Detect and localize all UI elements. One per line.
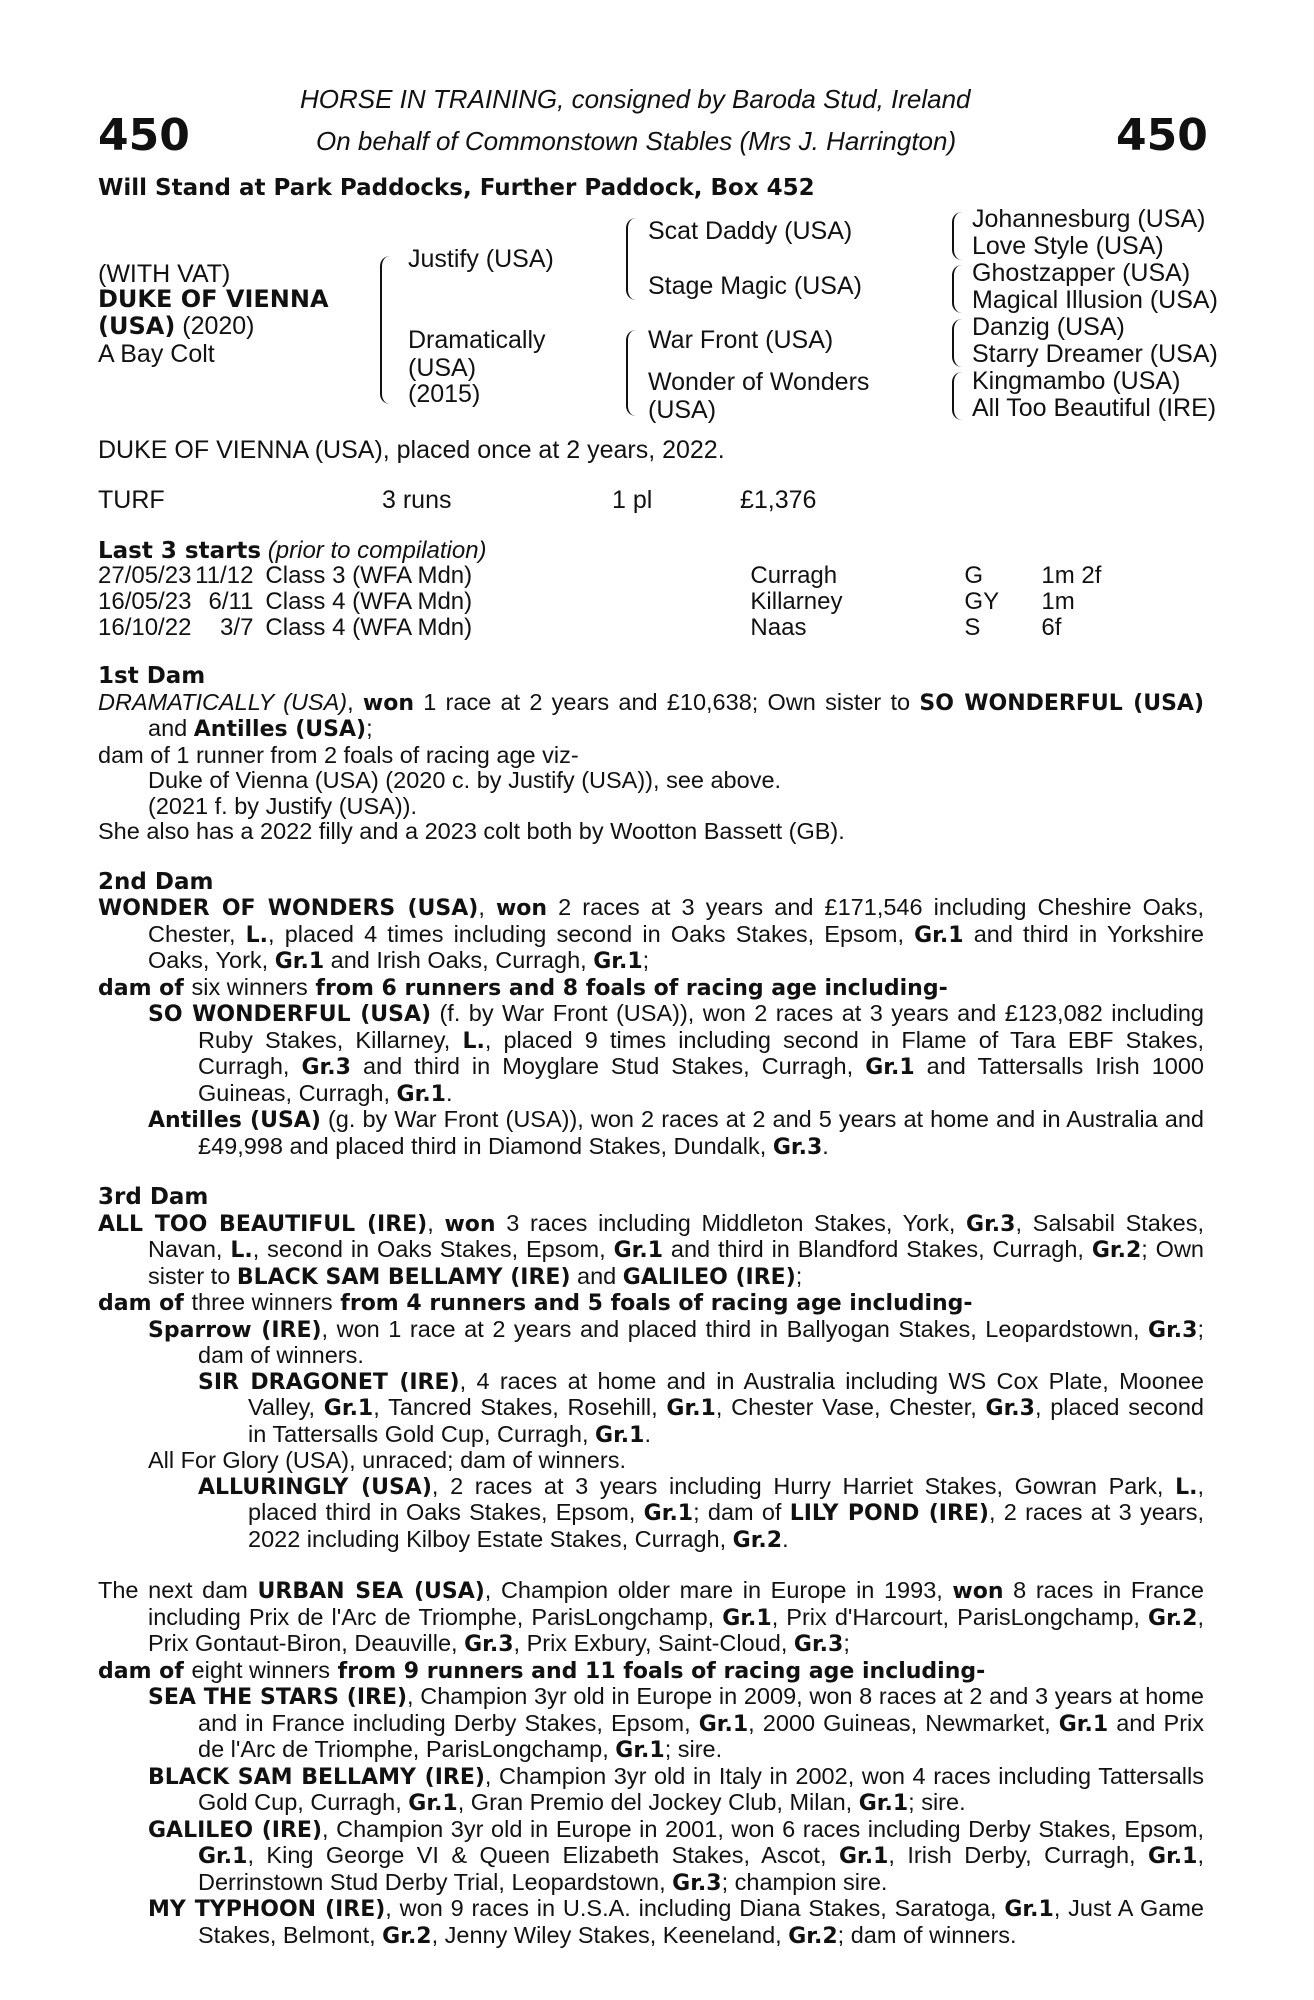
start-pos: 6/11 xyxy=(208,588,254,615)
start-course: Naas xyxy=(750,614,807,641)
text-segment: , 2 races at 3 years, 2022 including Kilboy Estate Stakes, Curragh, xyxy=(248,1499,1204,1552)
bold-segment: Gr.1 xyxy=(323,1396,374,1421)
text-segment: , 4 races at home and in Australia including WS Cox Plate, Moonee Valley, xyxy=(248,1367,1204,1420)
text-segment: , Gran Premio del Jockey Club, Milan, xyxy=(457,1789,859,1815)
last-starts-table xyxy=(98,563,1121,641)
text-segment: ; Own sister to xyxy=(148,1236,1204,1289)
bold-segment: Gr.1 xyxy=(865,1055,915,1080)
gen3-sds: Ghostzapper (USA) xyxy=(972,259,1191,287)
horse-name: DUKE OF VIENNA xyxy=(98,285,329,313)
text-segment: and third in Blandford Stakes, Curragh, xyxy=(663,1236,1092,1262)
text-segment: and third in Yorkshire Oaks, York, xyxy=(148,920,1204,973)
brace-gen3-2 xyxy=(952,265,962,313)
start-dist: 1m 2f xyxy=(1041,562,1102,589)
last-starts-heading xyxy=(98,537,487,565)
lot-number-right: 450 xyxy=(1116,110,1208,161)
text-segment: eight winners xyxy=(191,1656,330,1683)
third-dam-p5: All For Glory (USA), unraced; dam of winners. xyxy=(148,1447,626,1473)
gen3-ssd: Love Style (USA) xyxy=(972,232,1164,260)
bold-segment: dam of xyxy=(98,975,192,1001)
text-segment: and Irish Oaks, Curragh, xyxy=(324,947,594,973)
bold-segment: Gr.2 xyxy=(382,1923,432,1949)
text-segment: , Prix Exbury, Saint-Cloud, xyxy=(513,1630,794,1656)
bold-segment: GALILEO (IRE) xyxy=(622,1264,796,1290)
bold-segment: Antilles (USA) xyxy=(148,1108,321,1133)
text-segment: 1 race at 2 years and £10,638; Own sister to xyxy=(414,688,920,715)
bold-segment: Gr.3 xyxy=(793,1632,844,1657)
gen3-dss: Danzig (USA) xyxy=(972,313,1125,341)
record-earnings: £1,376 xyxy=(740,486,817,514)
bold-segment: Gr.1 xyxy=(914,922,964,948)
start-going: GY xyxy=(964,588,1000,615)
text-segment: , xyxy=(478,894,496,920)
text-segment: , placed 4 times including second in Oaks Stakes, Epsom, xyxy=(268,920,915,947)
brace-gen3-4 xyxy=(952,372,962,420)
text-segment: ; xyxy=(795,1262,803,1289)
horse-origin-year xyxy=(98,312,255,340)
bold-segment: Gr.1 xyxy=(666,1396,716,1421)
bold-segment: from 4 runners and 5 foals of racing age including- xyxy=(332,1291,973,1316)
bold-segment: from 9 runners and 11 foals of racing age including- xyxy=(330,1658,986,1684)
text-segment: , xyxy=(347,688,363,715)
bold-segment: Gr.2 xyxy=(788,1923,838,1949)
bold-segment: Gr.1 xyxy=(643,1501,694,1526)
bold-segment: Gr.1 xyxy=(698,1711,749,1737)
next-dam-p2 xyxy=(98,1658,1204,1685)
bold-segment: Gr.1 xyxy=(1148,1844,1198,1869)
bold-segment: SEA THE STARS (IRE) xyxy=(148,1685,408,1710)
bold-segment: Gr.3 xyxy=(464,1632,514,1657)
brace-dam xyxy=(626,330,638,416)
start-race: Class 4 (WFA Mdn) xyxy=(265,588,473,615)
next-dam-p1 xyxy=(98,1578,1204,1658)
text-segment: 2 races at 3 years and £171,546 including Cheshire Oaks, Chester, xyxy=(148,894,1205,947)
bold-segment: LILY POND (IRE) xyxy=(789,1501,989,1526)
second-dam-heading: 2nd Dam xyxy=(98,868,214,895)
record-runs: 3 runs xyxy=(382,486,452,514)
bold-segment: Gr.1 xyxy=(1058,1711,1109,1737)
text-segment: , Champion older mare in Europe in 1993, xyxy=(484,1577,953,1603)
bold-segment: L. xyxy=(245,922,269,948)
start-course: Curragh xyxy=(750,562,838,589)
bold-segment: Gr.2 xyxy=(732,1527,783,1553)
gen3-sss: Johannesburg (USA) xyxy=(972,205,1206,233)
last-starts-title: Last 3 starts xyxy=(98,538,262,564)
bold-segment: GALILEO (IRE) xyxy=(148,1817,323,1843)
brace-sire xyxy=(626,218,638,300)
text-segment: ; xyxy=(366,715,373,741)
text-segment: (f. by War Front (USA)), won 2 races at 3 years and £123,082 including Ruby Stakes, Killarney, xyxy=(198,1000,1204,1053)
bold-segment: BLACK SAM BELLAMY (IRE) xyxy=(148,1764,485,1790)
bold-segment: Gr.1 xyxy=(595,1422,645,1448)
first-dam-p1 xyxy=(98,690,1204,743)
third-dam-p2 xyxy=(98,1290,1204,1317)
text-segment: . xyxy=(822,1132,829,1159)
pedigree-notes xyxy=(98,664,1204,1949)
bold-segment: Gr.3 xyxy=(301,1055,351,1080)
text-segment: ; xyxy=(642,947,650,973)
third-dam-p4 xyxy=(98,1369,1204,1449)
text-segment: , Salsabil Stakes, Navan, xyxy=(148,1209,1204,1262)
bold-segment: BLACK SAM BELLAMY (IRE) xyxy=(236,1264,571,1290)
text-segment: . xyxy=(644,1420,651,1447)
bold-segment: Gr.1 xyxy=(198,1844,248,1869)
brace-gen3-1 xyxy=(952,212,962,260)
text-segment: and third in Moyglare Stud Stakes, Curragh, xyxy=(350,1053,866,1079)
dam-name-2: (USA) xyxy=(408,354,477,382)
brace-gen1 xyxy=(380,256,392,404)
sire: Justify (USA) xyxy=(408,245,554,273)
start-row xyxy=(98,563,1121,589)
last-starts-note: (prior to compilation) xyxy=(267,537,487,564)
bold-segment: WONDER OF WONDERS (USA) xyxy=(98,896,479,921)
sire-dam: Stage Magic (USA) xyxy=(648,272,862,300)
bold-segment: Gr.3 xyxy=(966,1211,1016,1237)
bold-segment: Gr.2 xyxy=(1148,1605,1198,1631)
text-segment: , placed third in Oaks Stakes, Epsom, xyxy=(248,1472,1205,1525)
start-row xyxy=(98,615,1121,641)
text-segment: , Champion 3yr old in Italy in 2002, won 4 races including Tattersalls Gold Cup, Curragh, xyxy=(198,1762,1204,1815)
dam-dam-1: Wonder of Wonders xyxy=(648,368,870,396)
bold-segment: MY TYPHOON (IRE) xyxy=(148,1897,386,1922)
text-segment: six winners xyxy=(191,973,308,1000)
bold-segment: from 6 runners and 8 foals of racing age including- xyxy=(307,975,948,1001)
bold-segment: Gr.1 xyxy=(858,1791,909,1816)
start-going: S xyxy=(964,614,981,641)
text-segment: ; xyxy=(843,1630,850,1656)
text-segment: three winners xyxy=(191,1289,333,1315)
dam-sire: War Front (USA) xyxy=(648,326,834,354)
text-segment: , 2000 Guineas, Newmarket, xyxy=(748,1709,1059,1736)
bold-segment: Gr.1 xyxy=(613,1238,663,1263)
bold-segment: Gr.1 xyxy=(274,949,325,974)
text-segment: 8 races in France including Prix de l'Arc de Triomphe, ParisLongchamp, xyxy=(148,1577,1205,1630)
bold-segment: Sparrow (IRE) xyxy=(148,1317,322,1343)
bold-segment: Gr.3 xyxy=(985,1396,1035,1421)
gen3-ddd: All Too Beautiful (IRE) xyxy=(972,394,1217,422)
text-segment: , Chester Vase, Chester, xyxy=(715,1394,986,1420)
bold-segment: ALLURINGLY (USA) xyxy=(198,1474,432,1500)
text-segment: . xyxy=(782,1525,789,1552)
text-segment: and Tattersalls Irish 1000 Guineas, Curragh, xyxy=(198,1053,1204,1106)
start-row xyxy=(98,589,1121,615)
dam-dam-2: (USA) xyxy=(648,396,717,424)
text-segment: , second in Oaks Stakes, Epsom, xyxy=(252,1236,614,1262)
gen3-dds: Kingmambo (USA) xyxy=(972,367,1181,395)
gen3-dsd: Starry Dreamer (USA) xyxy=(972,340,1218,368)
bold-segment: SO WONDERFUL (USA) xyxy=(919,690,1205,716)
text-segment: and xyxy=(570,1262,623,1289)
gen3-sdd: Magical Illusion (USA) xyxy=(972,286,1218,314)
text-segment: , Irish Derby, Curragh, xyxy=(888,1842,1149,1868)
text-segment: , Prix Gontaut-Biron, Deauville, xyxy=(148,1603,1204,1656)
next-dam-p5 xyxy=(98,1817,1204,1897)
second-dam-p2 xyxy=(98,975,1204,1002)
text-segment: , Champion 3yr old in Europe in 2001, won 6 races including Derby Stakes, Epsom, xyxy=(322,1815,1204,1842)
first-dam-p3: Duke of Vienna (USA) (2020 c. by Justify (USA)), see above. xyxy=(148,767,782,793)
start-race: Class 3 (WFA Mdn) xyxy=(265,562,473,589)
second-dam-p4 xyxy=(98,1107,1204,1160)
first-dam-p4: (2021 f. by Justify (USA)). xyxy=(148,792,418,819)
bold-segment: Gr.3 xyxy=(1148,1317,1198,1343)
second-dam-p3 xyxy=(98,1001,1204,1107)
bold-segment: won xyxy=(362,690,414,716)
bold-segment: won xyxy=(495,896,548,921)
horse-year: (2020) xyxy=(175,312,255,340)
start-date: 27/05/23 xyxy=(98,562,192,589)
bold-segment: Gr.3 xyxy=(772,1134,823,1160)
text-segment: ; sire. xyxy=(664,1736,723,1762)
dam-name-1: Dramatically xyxy=(408,326,546,354)
lot-number-left: 450 xyxy=(98,110,190,161)
brace-gen3-3 xyxy=(952,319,962,367)
bold-segment: URBAN SEA (USA) xyxy=(257,1579,485,1604)
text-segment: and xyxy=(148,715,194,741)
dam-year: (2015) xyxy=(408,380,481,408)
first-dam-heading: 1st Dam xyxy=(98,663,206,689)
text-segment: , Prix d'Harcourt, ParisLongchamp, xyxy=(771,1603,1149,1630)
bold-segment: Gr.3 xyxy=(672,1870,722,1896)
bold-segment: L. xyxy=(1175,1474,1198,1500)
text-segment: ; champion sire. xyxy=(721,1868,888,1895)
record-placed: 1 pl xyxy=(612,486,653,514)
text-segment: and Prix de l'Arc de Triomphe, ParisLongchamp, xyxy=(198,1709,1205,1762)
start-date: 16/05/23 xyxy=(98,588,192,615)
start-pos: 11/12 xyxy=(195,562,254,589)
text-segment: , xyxy=(427,1209,445,1236)
start-dist: 6f xyxy=(1041,614,1062,641)
third-dam-p3 xyxy=(98,1317,1204,1369)
bold-segment: Gr.1 xyxy=(408,1791,458,1816)
horse-country: (USA) xyxy=(98,312,176,340)
bold-segment: won xyxy=(952,1579,1004,1604)
consignor-line: HORSE IN TRAINING, consigned by Baroda Stud, Ireland xyxy=(300,84,971,114)
third-dam-p1 xyxy=(98,1211,1204,1291)
next-dam-p4 xyxy=(98,1764,1204,1817)
bold-segment: Gr.1 xyxy=(1004,1897,1054,1922)
text-segment: . xyxy=(445,1079,453,1106)
text-segment: , Champion 3yr old in Europe in 2009, won 8 races at 2 and 3 years at home and in France including Derby Stakes, Epsom, xyxy=(198,1683,1205,1736)
third-dam-heading: 3rd Dam xyxy=(98,1184,209,1210)
bold-segment: Gr.1 xyxy=(593,949,643,974)
race-summary: DUKE OF VIENNA (USA), placed once at 2 years, 2022. xyxy=(98,436,725,464)
bold-segment: Gr.1 xyxy=(396,1081,446,1107)
third-dam-p6 xyxy=(98,1474,1204,1554)
bold-segment: dam of xyxy=(98,1658,192,1684)
text-segment: ; dam of winners. xyxy=(837,1921,1017,1948)
text-segment: The next dam xyxy=(98,1577,258,1603)
bold-segment: won xyxy=(444,1211,496,1237)
horse-description: A Bay Colt xyxy=(98,340,215,368)
text-segment: 3 races including Middleton Stakes, York, xyxy=(495,1209,967,1236)
bold-segment: Antilles (USA) xyxy=(193,717,367,742)
text-segment: , placed 9 times including second in Flame of Tara EBF Stakes, Curragh, xyxy=(198,1026,1204,1079)
vat-note: (WITH VAT) xyxy=(98,260,231,288)
start-course: Killarney xyxy=(750,588,843,615)
text-segment: , Tancred Stakes, Rosehill, xyxy=(373,1394,667,1420)
text-segment: , placed second in Tattersalls Gold Cup, Curragh, xyxy=(248,1394,1204,1447)
text-segment: , Derrinstown Stud Derby Trial, Leopardstown, xyxy=(198,1842,1204,1895)
bold-segment: Gr.1 xyxy=(838,1844,889,1869)
text-segment: ; dam of xyxy=(693,1499,790,1525)
start-pos: 3/7 xyxy=(220,614,254,641)
next-dam-p3 xyxy=(98,1684,1204,1764)
text-segment: , 2 races at 3 years including Hurry Harriet Stakes, Gowran Park, xyxy=(431,1472,1176,1499)
first-dam-p5: She also has a 2022 filly and a 2023 colt both by Wootton Bassett (GB). xyxy=(98,818,845,844)
bold-segment: SO WONDERFUL (USA) xyxy=(148,1002,432,1027)
bold-segment: Gr.2 xyxy=(1091,1238,1142,1263)
stand-location: Will Stand at Park Paddocks, Further Paddock, Box 452 xyxy=(98,175,815,201)
text-segment: , Just A Game Stakes, Belmont, xyxy=(198,1895,1204,1948)
next-dam-p6 xyxy=(98,1896,1204,1949)
text-segment: ; sire. xyxy=(908,1789,966,1815)
sire-sire: Scat Daddy (USA) xyxy=(648,217,853,245)
bold-segment: L. xyxy=(462,1028,485,1054)
bold-segment: ALL TOO BEAUTIFUL (IRE) xyxy=(98,1211,428,1237)
second-dam-p1 xyxy=(98,895,1204,975)
text-segment: ; dam of winners. xyxy=(198,1315,1204,1368)
start-going: G xyxy=(964,562,984,589)
bold-segment: SIR DRAGONET (IRE) xyxy=(198,1369,460,1395)
text-segment: , won 1 race at 2 years and placed third in Ballyogan Stakes, Leopardstown, xyxy=(321,1315,1149,1342)
start-date: 16/10/22 xyxy=(98,614,192,641)
first-dam-p2: dam of 1 runner from 2 foals of racing age viz- xyxy=(98,741,579,768)
bold-segment: dam of xyxy=(98,1291,192,1316)
text-segment: , Jenny Wiley Stakes, Keeneland, xyxy=(431,1921,789,1948)
start-race: Class 4 (WFA Mdn) xyxy=(265,614,473,641)
start-dist: 1m xyxy=(1041,588,1075,615)
bold-segment: DRAMATICALLY (USA) xyxy=(98,688,348,715)
bold-segment: Gr.1 xyxy=(722,1605,772,1631)
behalf-line: On behalf of Commonstown Stables (Mrs J. Harrington) xyxy=(316,126,957,156)
bold-segment: L. xyxy=(230,1238,253,1263)
record-surface: TURF xyxy=(98,486,165,514)
text-segment: (g. by War Front (USA)), won 2 races at 2 and 5 years at home and in Australia and £49,998 and placed third in Diamond Stakes, Dundalk, xyxy=(198,1106,1204,1159)
text-segment: , King George VI & Queen Elizabeth Stakes, Ascot, xyxy=(247,1842,839,1868)
bold-segment: Gr.1 xyxy=(615,1738,665,1763)
text-segment: , won 9 races in U.S.A. including Diana Stakes, Saratoga, xyxy=(385,1895,1005,1921)
